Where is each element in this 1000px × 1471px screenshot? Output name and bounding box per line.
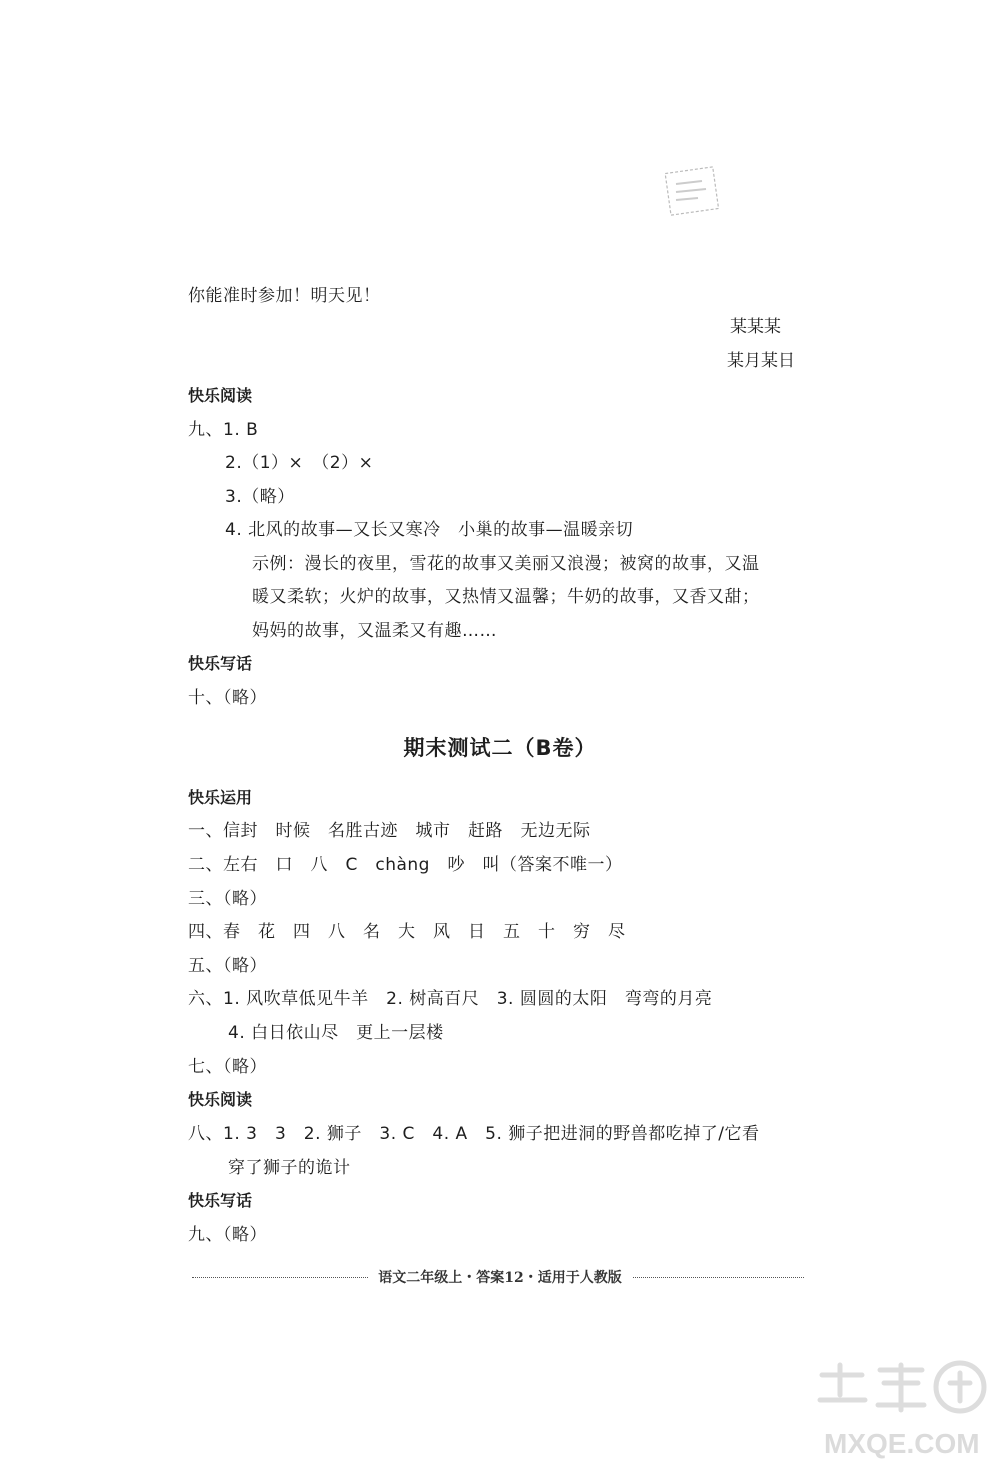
answer-8-line-2: 穿了狮子的诡计: [228, 1158, 351, 1178]
section-heading-reading-1: 快乐阅读: [188, 386, 253, 405]
answer-6-line-2: 4. 白日依山尽 更上一层楼: [228, 1023, 444, 1043]
answer-4: 四、春 花 四 八 名 大 风 日 五 十 穷 尽: [188, 922, 626, 942]
answer-9-4-example-line-1: 示例：漫长的夜里，雪花的故事又美丽又浪漫；被窝的故事，又温: [252, 554, 760, 574]
closing-line: 你能准时参加！明天见！: [188, 286, 381, 306]
answer-2: 二、左右 口 八 C chàng 吵 叫（答案不唯一）: [188, 855, 623, 875]
svg-text:MXQE.COM: MXQE.COM: [824, 1428, 980, 1459]
section-heading-writing-2: 快乐写话: [188, 1191, 253, 1210]
section-heading-reading-2: 快乐阅读: [188, 1090, 253, 1109]
test-title: 期末测试二（B卷）: [403, 736, 597, 760]
section-heading-writing-1: 快乐写话: [188, 654, 253, 673]
answer-9-4: 4. 北风的故事—又长又寒冷 小巢的故事—温暖亲切: [225, 520, 634, 540]
answer-1: 一、信封 时候 名胜古迹 城市 赶路 无边无际: [188, 821, 591, 841]
stamp-mark-icon: [662, 162, 722, 222]
signature-name: 某某某: [730, 317, 781, 337]
answer-9: 九、（略）: [188, 1225, 267, 1245]
section-heading-usage: 快乐运用: [188, 788, 253, 807]
page-footer: [0, 1267, 1000, 1287]
answer-5: 五、（略）: [188, 956, 267, 976]
answer-9-1: 九、1. B: [188, 420, 259, 440]
answer-9-4-example-line-3: 妈妈的故事，又温柔又有趣……: [252, 621, 497, 641]
watermark-logo-icon: [812, 1355, 992, 1465]
answer-8-line-1: 八、1. 3 3 2. 狮子 3. C 4. A 5. 狮子把进洞的野兽都吃掉了/它看: [188, 1124, 760, 1144]
signature-date: 某月某日: [727, 351, 795, 371]
answer-10: 十、（略）: [188, 688, 267, 708]
answer-9-2: 2.（1）× （2）×: [225, 453, 374, 473]
answer-9-3: 3.（略）: [225, 487, 295, 507]
answer-7: 七、（略）: [188, 1057, 267, 1077]
footer-text: 语文二年级上・答案12・适用于人教版: [368, 1270, 631, 1286]
answer-6-line-1: 六、1. 风吹草低见牛羊 2. 树高百尺 3. 圆圆的太阳 弯弯的月亮: [188, 989, 713, 1009]
answer-9-4-example-line-2: 暖又柔软；火炉的故事，又热情又温馨；牛奶的故事，又香又甜；: [252, 587, 760, 607]
answer-3: 三、（略）: [188, 889, 267, 909]
